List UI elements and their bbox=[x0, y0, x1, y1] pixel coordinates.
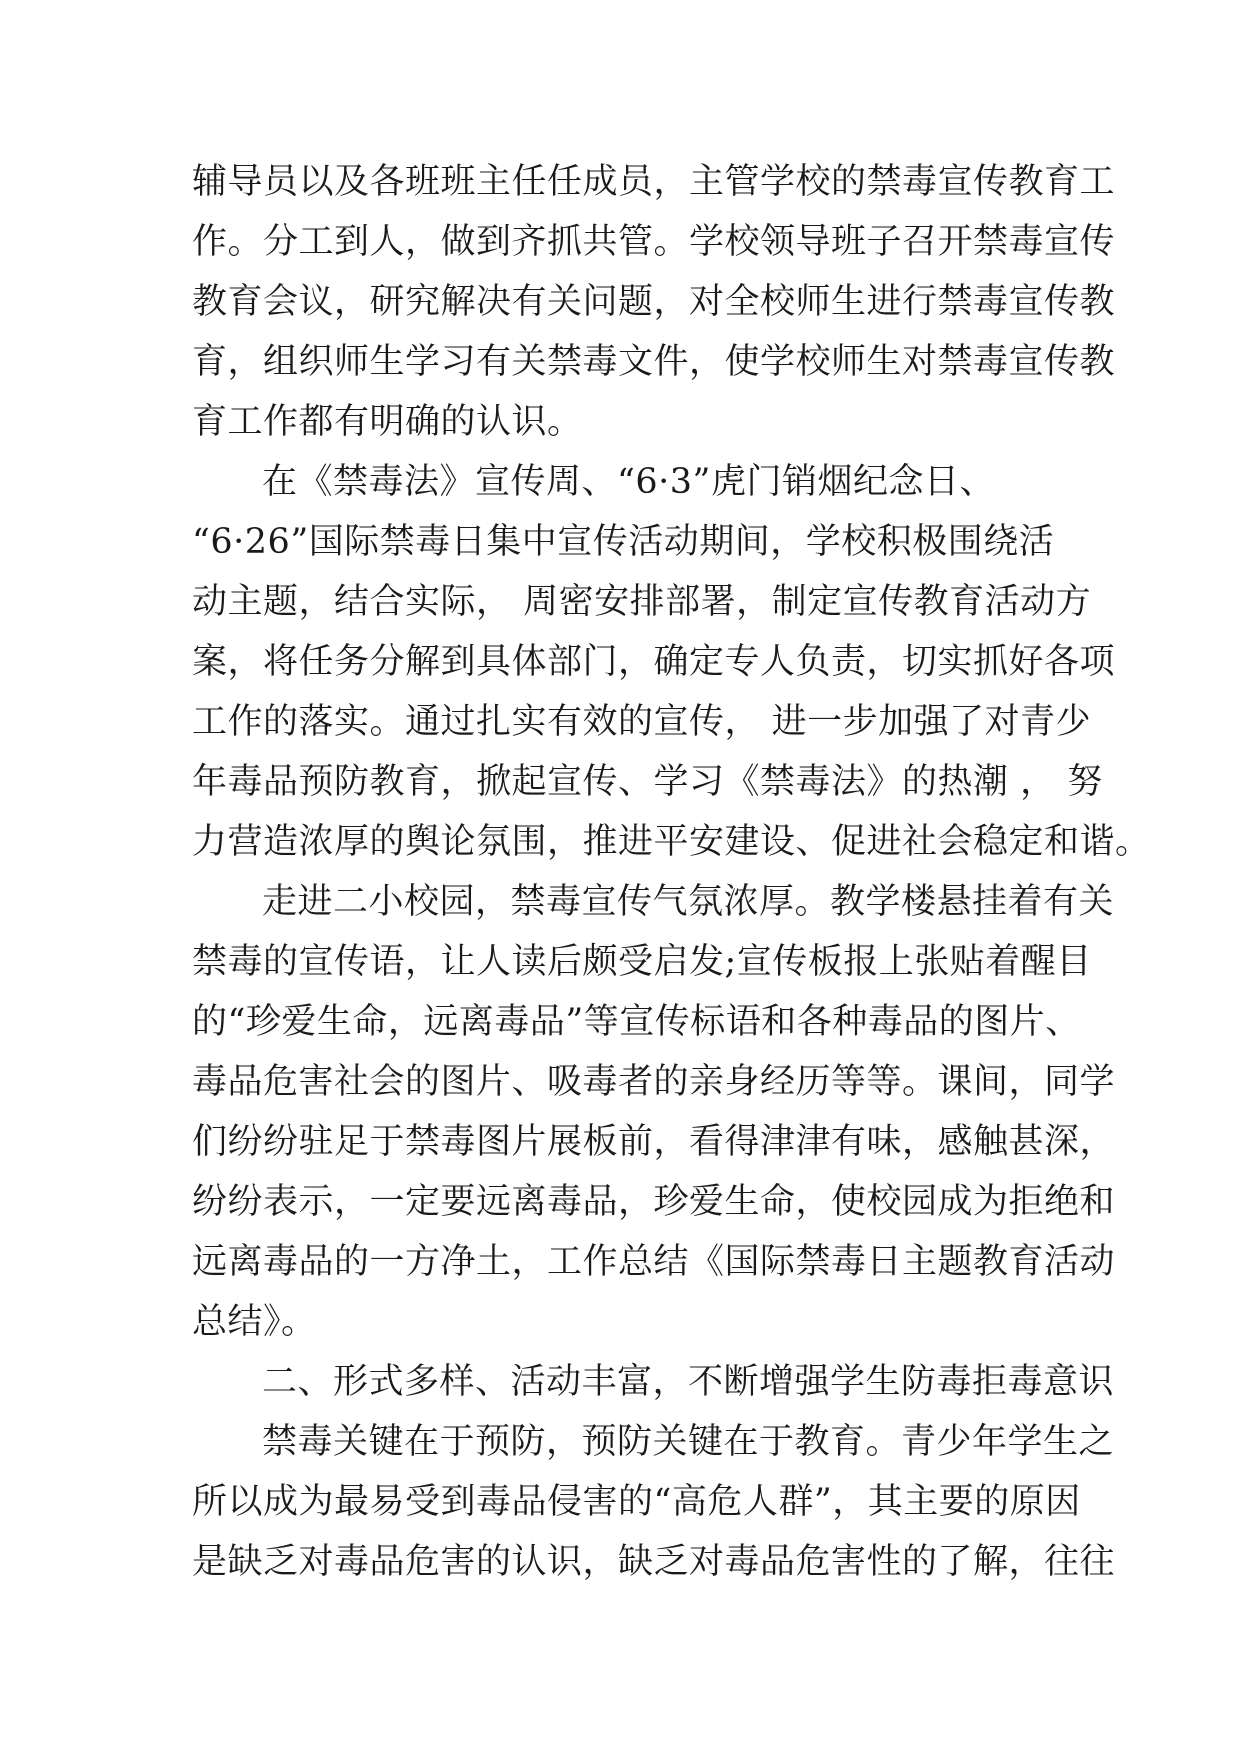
text-line: 工作的落实。通过扎实有效的宣传， 进一步加强了对青少 bbox=[192, 702, 1092, 742]
text-line: 远离毒品的一方净土，工作总结《国际禁毒日主题教育活动 bbox=[192, 1242, 1116, 1282]
text-line: 的“珍爱生命，远离毒品”等宣传标语和各种毒品的图片、 bbox=[192, 1002, 1081, 1042]
text-line: 所以成为最易受到毒品侵害的“高危人群”，其主要的原因 bbox=[192, 1482, 1081, 1522]
paragraph-start-line: 走进二小校园，禁毒宣传气氛浓厚。教学楼悬挂着有关 bbox=[262, 882, 1115, 922]
text-line: 年毒品预防教育，掀起宣传、学习《禁毒法》的热潮 ， 努 bbox=[192, 762, 1103, 802]
text-line: 辅导员以及各班班主任任成员，主管学校的禁毒宣传教育工 bbox=[192, 162, 1116, 202]
text-line: 毒品危害社会的图片、吸毒者的亲身经历等等。课间，同学 bbox=[192, 1062, 1116, 1102]
text-line: 纷纷表示，一定要远离毒品，珍爱生命，使校园成为拒绝和 bbox=[192, 1182, 1116, 1222]
text-line: 力营造浓厚的舆论氛围，推进平安建设、促进社会稳定和谐。 bbox=[192, 822, 1151, 862]
section-heading: 二、形式多样、活动丰富，不断增强学生防毒拒毒意识 bbox=[262, 1362, 1115, 1402]
text-line: 们纷纷驻足于禁毒图片展板前，看得津津有味，感触甚深， bbox=[192, 1122, 1116, 1162]
paragraph-start-line: 在《禁毒法》宣传周、“6·3”虎门销烟纪念日、 bbox=[262, 462, 995, 502]
text-line: 教育会议，研究解决有关问题，对全校师生进行禁毒宣传教 bbox=[192, 282, 1116, 322]
text-line: 是缺乏对毒品危害的认识，缺乏对毒品危害性的了解，往往 bbox=[192, 1542, 1116, 1582]
text-line: 作。分工到人，做到齐抓共管。学校领导班子召开禁毒宣传 bbox=[192, 222, 1116, 262]
text-line: “6·26”国际禁毒日集中宣传活动期间，学校积极围绕活 bbox=[192, 522, 1055, 562]
text-line: 育工作都有明确的认识。 bbox=[192, 402, 583, 442]
text-line: 育，组织师生学习有关禁毒文件，使学校师生对禁毒宣传教 bbox=[192, 342, 1116, 382]
text-line: 案，将任务分解到具体部门，确定专人负责，切实抓好各项 bbox=[192, 642, 1116, 682]
paragraph-start-line: 禁毒关键在于预防，预防关键在于教育。青少年学生之 bbox=[262, 1422, 1115, 1462]
text-line: 总结》。 bbox=[192, 1302, 317, 1342]
text-line: 动主题，结合实际， 周密安排部署，制定宣传教育活动方 bbox=[192, 582, 1092, 622]
text-line: 禁毒的宣传语，让人读后颇受启发;宣传板报上张贴着醒目 bbox=[192, 942, 1092, 982]
